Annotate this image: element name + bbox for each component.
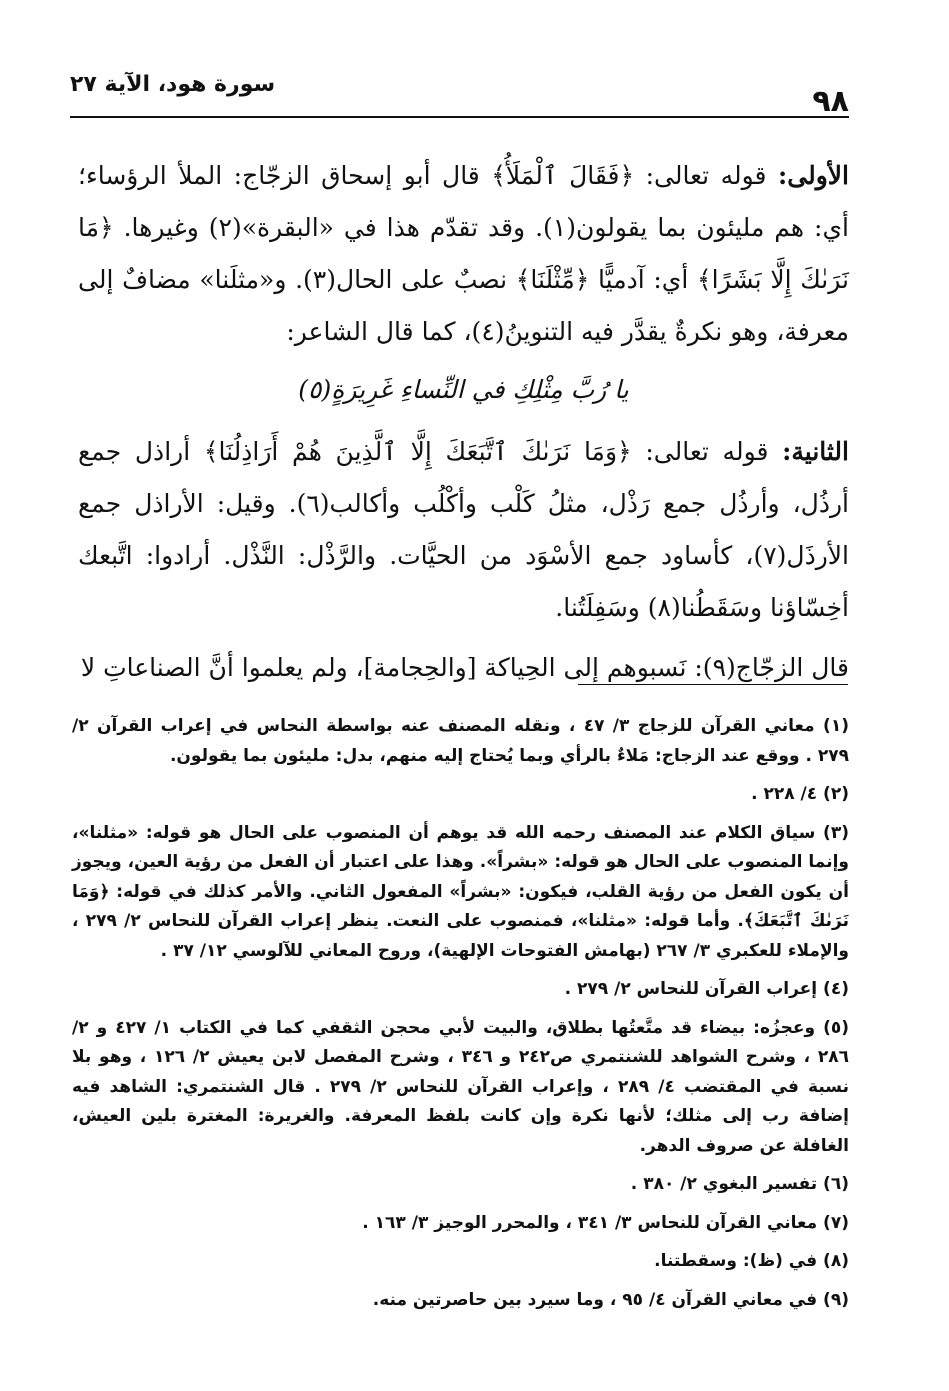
footnote-number: (٧) bbox=[823, 1212, 849, 1233]
paragraph-body-second: قوله تعالى: ﴿وَمَا نَرَىٰكَ ٱتَّبَعَكَ إِلَّا ٱلَّذِينَ هُمْ أَرَاذِلُنَا﴾ أراذل جمع أرذُل، وأرذُل جمع رَذْل، مثلُ كَلْب وأكْلُب وأكالب(٦). وقيل: الأراذل جمع الأرذَل(٧)، كأساود جمع الأسْوَد من الحيَّات. والرَّذْل: النَّذْل. أرادوا: اتَّبعك أخِسّاؤنا وسَقَطُنا(٨) وسَفِلَتُنا. bbox=[78, 437, 849, 622]
footnotes bbox=[72, 712, 849, 1324]
paragraph-second bbox=[78, 426, 849, 634]
footnote-1 bbox=[72, 712, 849, 771]
footnote-number: (٥) bbox=[823, 1017, 850, 1038]
footnote-number: (١) bbox=[823, 716, 849, 736]
footnote-text: معاني القرآن للزجاج ٣/ ٤٧ ، ونقله المصنف عنه بواسطة النحاس في إعراب القرآن ٢/ ٢٧٩ . ووقع عند الزجاج: مَلاءٌ بالرأي وبما يُحتاج إليه منهم، بدل: مليئون بما يقولون. bbox=[72, 716, 849, 766]
footnote-text: وعجزُه: بيضاء قد متَّعتُها بطلاق، والبيت لأبي محجن الثقفي كما في الكتاب ١/ ٤٢٧ و ٢/ ٢٨٦ ، وشرح الشواهد للشنتمري ص٢٤٢ و ٣٤٦ ، وشرح المفصل لابن يعيش ٢/ ١٢٦ ، وهو بلا نسبة في المقتضب ٤/ ٢٨٩ ، وإعراب القرآن للنحاس ٢/ ٢٧٩ . قال الشنتمري: الشاهد فيه إضافة رب إلى مثلك؛ لأنها نكرة وإن كانت بلفظ المعرفة. والغريرة: المغترة بلين العيش، الغافلة عن صروف الدهر. bbox=[72, 1017, 850, 1156]
paragraph-body-first: قوله تعالى: ﴿فَقَالَ ٱلْمَلَأُ﴾ قال أبو إسحاق الزجّاج: الملأ الرؤساء؛ أي: هم مليئون بما يقولون(١). وقد تقدّم هذا في «البقرة»(٢) وغيرها. ﴿مَا نَرَىٰكَ إِلَّا بَشَرًا﴾ أي: آدميًّا ﴿مِّثْلَنَا﴾ نصبٌ على الحال(٣). و«مثلَنا» مضافٌ إلى معرفة، وهو نكرةٌ يقدَّر فيه التنوينُ(٤)، كما قال الشاعر: bbox=[78, 161, 849, 346]
footnote-separator bbox=[578, 684, 848, 685]
footnote-number: (٦) bbox=[823, 1174, 849, 1194]
footnote-number: (٨) bbox=[823, 1251, 849, 1271]
header-rule bbox=[70, 116, 849, 118]
paragraph-lead-second: الثانية: bbox=[782, 437, 849, 466]
footnote-number: (٩) bbox=[823, 1289, 849, 1310]
footnote-text: إعراب القرآن للنحاس ٢/ ٢٧٩ . bbox=[564, 979, 818, 999]
footnote-8 bbox=[72, 1247, 849, 1277]
footnote-text: سياق الكلام عند المصنف رحمه الله قد يوهم أن المنصوب على الحال هو قوله: «مثلنا»، وإنما المنصوب على الحال هو قوله: «بشراً». وهذا على اعتبار أن الفعل من رؤية العين، ويجوز أن يكون الفعل من رؤية القلب، فيكون: «بشراً» المفعول الثاني. والأمر كذلك في قوله: ﴿وَمَا نَرَىٰكَ ٱتَّبَعَكَ﴾. وأما قوله: «مثلنا»، فمنصوب على النعت. ينظر إعراب القرآن للنحاس ٢/ ٢٧٩ ، والإملاء للعكبري ٣/ ٢٦٧ (بهامش الفتوحات الإلهية)، وروح المعاني للآلوسي ١٢/ ٣٧ . bbox=[72, 822, 849, 961]
paragraph-lead-first: الأولى: bbox=[778, 161, 849, 190]
footnote-6 bbox=[72, 1170, 849, 1200]
main-text bbox=[78, 150, 849, 694]
footnote-9 bbox=[72, 1286, 849, 1316]
page-number: ٩٨ bbox=[812, 84, 849, 119]
footnote-3 bbox=[72, 819, 849, 967]
footnote-2 bbox=[72, 780, 849, 810]
footnote-text: معاني القرآن للنحاس ٣/ ٣٤١ ، والمحرر الوجيز ٣/ ١٦٣ . bbox=[362, 1212, 818, 1233]
running-title: سورة هود، الآية ٢٧ bbox=[70, 72, 276, 97]
paragraph-third: قال الزجّاج(٩): نَسبوهم إلى الحِياكة [والحِجامة]، ولم يعلموا أنَّ الصناعاتِ لا bbox=[80, 653, 849, 682]
paragraph-first bbox=[78, 150, 849, 358]
footnote-5 bbox=[72, 1014, 849, 1162]
page-header bbox=[70, 62, 849, 119]
footnote-4 bbox=[72, 975, 849, 1005]
poem-verse: يا رُبَّ مِثْلِكِ في النِّساءِ غَرِيرَةٍ(٥) bbox=[298, 375, 629, 404]
footnote-text: في (ظ): وسقطتنا. bbox=[654, 1251, 818, 1271]
footnote-number: (٣) bbox=[823, 822, 849, 843]
footnote-number: (٤) bbox=[823, 979, 849, 999]
footnote-7 bbox=[72, 1209, 849, 1239]
footnote-text: ٤/ ٢٢٨ . bbox=[751, 784, 818, 804]
footnote-number: (٢) bbox=[823, 784, 849, 804]
footnote-text: في معاني القرآن ٤/ ٩٥ ، وما سيرد بين حاصرتين منه. bbox=[372, 1289, 818, 1310]
footnote-text: تفسير البغوي ٢/ ٣٨٠ . bbox=[630, 1174, 818, 1194]
